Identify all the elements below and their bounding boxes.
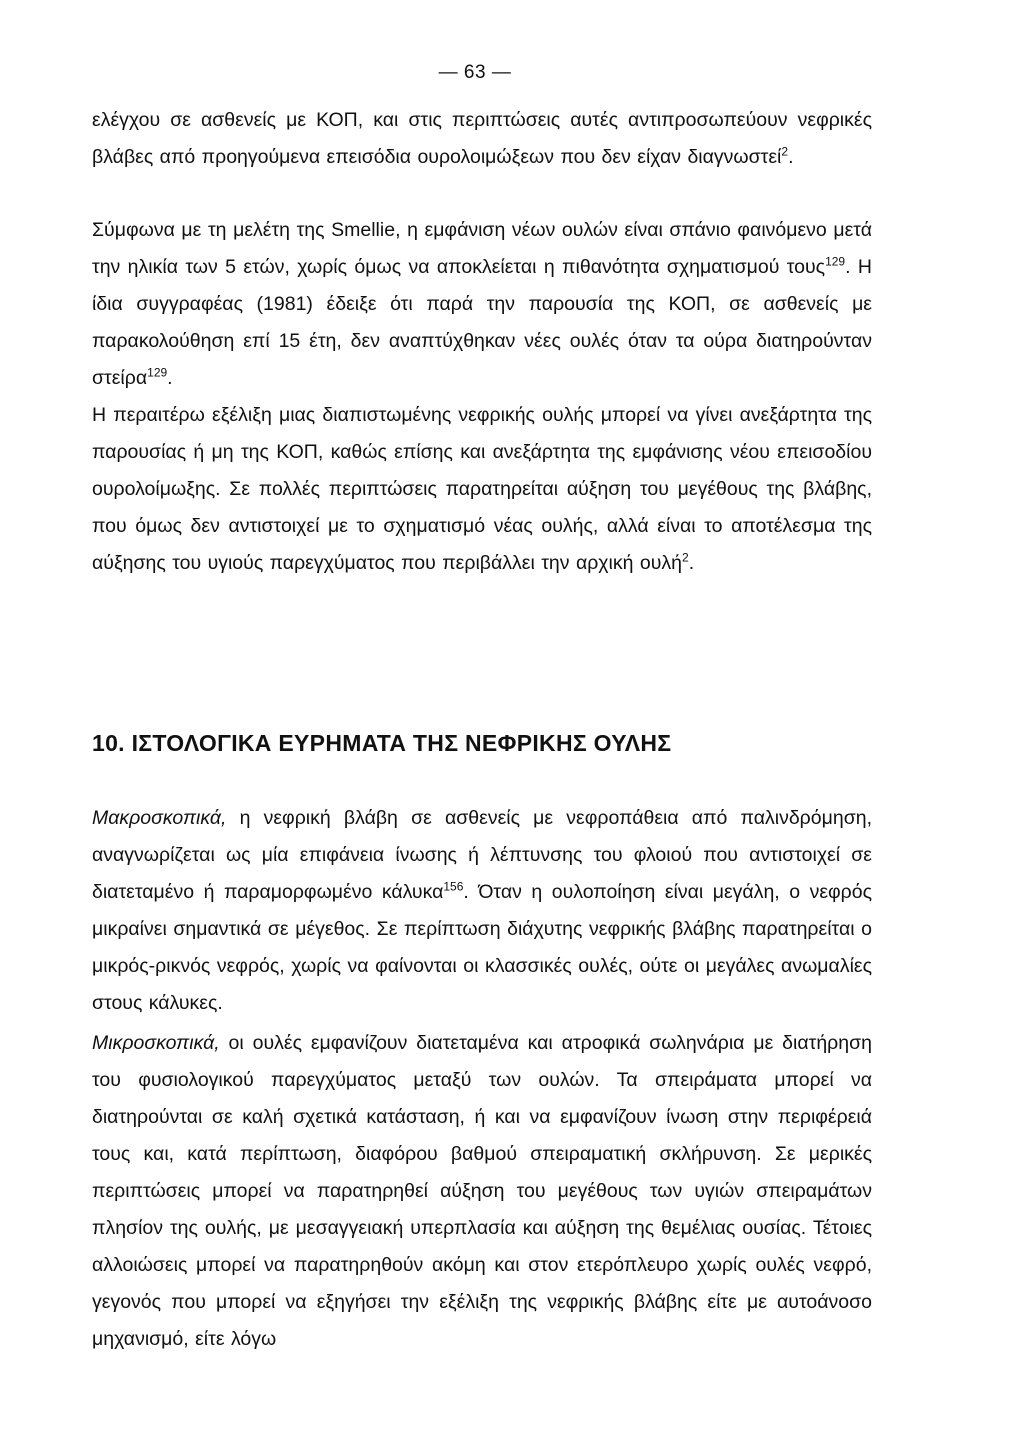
paragraph-3-text: Η περαιτέρω εξέλιξη μιας διαπιστωμένης νεφρικής ουλής μπορεί να γίνει ανεξάρτητα της παρουσίας ή μη της ΚΟΠ, καθώς επίσης και ανεξάρτητα της εμφάνισης νέου επεισοδίου ουρολοίμωξης. Σε πολλές περιπτώσεις παρατηρείται αύξηση του μεγέθους της βλάβης, που όμως δεν αντιστοιχεί με το σχηματισμό νέας ουλής, αλλά είναι το αποτέλεσμα της αύξησης του υγιούς παρεγχύματος που περιβάλλει την αρχική ουλή (92, 404, 872, 574)
paragraph-3-end: . (688, 552, 695, 574)
paragraph-5-text: οι ουλές εμφανίζουν διατεταμένα και ατροφικά σωληνάρια με διατήρηση του φυσιολογικού παρεγχύματος μεταξύ των ουλών. Τα σπειράματα μπορεί να διατηρούνται σε καλή σχετικά κατάσταση, ή και να εμφανίζουν ίνωση στην περιφέρειά τους και, κατά περίπτωση, διαφόρου βαθμού σπειραματική σκλήρυνση. Σε μερικές περιπτώσεις μπορεί να παρατηρηθεί αύξηση του μεγέθους των υγιών σπειραμάτων πλησίον της ουλής, με μεσαγγειακή υπερπλασία και αύξηση της θεμέλιας ουσίας. Τέτοιες αλλοιώσεις μπορεί να παρατηρηθούν ακόμη και στον ετερόπλευρο χωρίς ουλές νεφρό, γεγονός που μπορεί να εξηγήσει την εξέλιξη της νεφρικής βλάβης είτε με αυτοάνοσο μηχανισμό, είτε λόγω (92, 1032, 872, 1350)
paragraph-2-end: . (167, 367, 173, 389)
paragraph-5-lead: Μικροσκοπικά, (92, 1032, 220, 1054)
paragraph-1-text: ελέγχου σε ασθενείς με ΚΟΠ, και στις περιπτώσεις αυτές αντιπροσωπεύουν νεφρικές βλάβες από προηγούμενα επεισόδια ουρολοιμώξεων που δεν είχαν διαγνωστεί (92, 109, 872, 168)
paragraph-1-end: . (788, 146, 794, 168)
paragraph-3 (92, 397, 872, 582)
paragraph-4-lead: Μακροσκοπικά, (92, 807, 227, 829)
paragraph-4-text-2: . Όταν η ουλοποίηση είναι μεγάλη, ο νεφρός μικραίνει σημαντικά σε μέγεθος. Σε περίπτωση διάχυτης νεφρικής βλάβης παρατηρείται ο μικρός-ρικνός νεφρός, χωρίς να φαίνονται οι κλασσικές ουλές, ούτε οι μεγάλες ανωμαλίες στους κάλυκες. (92, 881, 872, 1014)
citation-superscript: 156 (443, 879, 464, 894)
citation-superscript: 2 (682, 550, 689, 565)
paragraph-5 (92, 1025, 872, 1358)
page-number: — 63 — (438, 62, 512, 83)
citation-superscript: 2 (781, 144, 789, 159)
paragraph-4 (92, 800, 872, 1022)
paragraph-1 (92, 102, 872, 176)
section-heading: 10. ΙΣΤΟΛΟΓΙΚΑ ΕΥΡΗΜΑΤΑ ΤΗΣ ΝΕΦΡΙΚΗΣ ΟΥΛΗΣ (92, 730, 672, 756)
citation-superscript: 129 (147, 365, 168, 380)
paragraph-2-text-1: Σύμφωνα με τη μελέτη της Smellie, η εμφάνιση νέων ουλών είναι σπάνιο φαινόμενο μετά την ηλικία των 5 ετών, χωρίς όμως να αποκλείεται η πιθανότητα σχηματισμού τους (92, 219, 872, 278)
paragraph-2-text-2: . Η ίδια συγγραφέας (1981) έδειξε ότι παρά την παρουσία της ΚΟΠ, σε ασθενείς με παρακολούθηση επί 15 έτη, δεν αναπτύχθηκαν νέες ουλές όταν τα ούρα διατηρούνταν στείρα (92, 256, 872, 389)
paragraph-4-text-1: η νεφρική βλάβη σε ασθενείς με νεφροπάθεια από παλινδρόμηση, αναγνωρίζεται ως μία επιφάνεια ίνωσης ή λέπτυνσης του φλοιού που αντιστοιχεί σε διατεταμένο ή παραμορφωμένο κάλυκα (92, 807, 872, 903)
paragraph-2 (92, 212, 872, 397)
citation-superscript: 129 (825, 254, 846, 269)
